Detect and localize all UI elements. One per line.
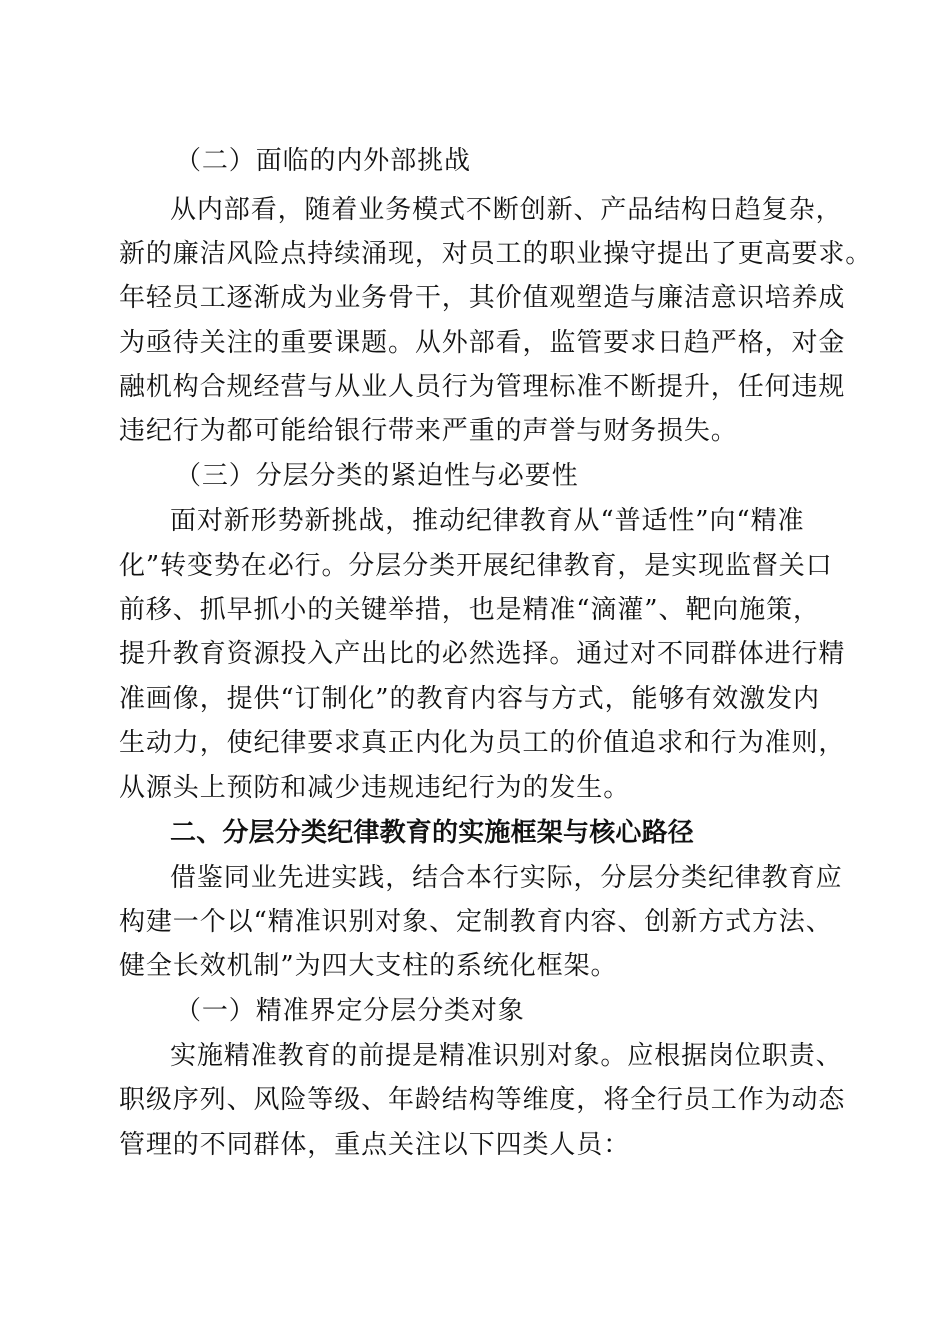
- section-heading: （二）面临的内外部挑战: [175, 146, 471, 176]
- paragraph-line: 生动力，使纪律要求真正内化为员工的价值追求和行为准则，: [119, 728, 846, 758]
- paragraph-line: 年轻员工逐渐成为业务骨干，其价值观塑造与廉洁意识培养成: [119, 283, 846, 313]
- section-heading: （三）分层分类的紧迫性与必要性: [175, 461, 579, 491]
- paragraph-line: 准画像，提供“订制化”的教育内容与方式，能够有效激发内: [119, 684, 820, 714]
- paragraph-line: 融机构合规经营与从业人员行为管理标准不断提升，任何违规: [119, 372, 846, 402]
- paragraph-line: 化”转变势在必行。分层分类开展纪律教育，是实现监督关口: [119, 551, 833, 581]
- paragraph-line: 管理的不同群体，重点关注以下四类人员：: [119, 1130, 631, 1160]
- section-heading: （一）精准界定分层分类对象: [175, 996, 525, 1026]
- paragraph-line: 为亟待关注的重要课题。从外部看，监管要求日趋严格，对金: [119, 328, 846, 358]
- paragraph-line: 违纪行为都可能给银行带来严重的声誉与财务损失。: [119, 416, 738, 446]
- paragraph-line: 面对新形势新挑战，推动纪律教育从“普适性”向“精准: [170, 506, 805, 536]
- paragraph-line: 从内部看，随着业务模式不断创新、产品结构日趋复杂，: [170, 195, 843, 225]
- paragraph-line: 新的廉洁风险点持续涌现，对员工的职业操守提出了更高要求。: [119, 239, 873, 269]
- paragraph-line: 从源头上预防和减少违规违纪行为的发生。: [119, 773, 631, 803]
- paragraph-line: 前移、抓早抓小的关键举措，也是精准“滴灌”、靶向施策，: [119, 595, 820, 625]
- paragraph-line: 职级序列、风险等级、年龄结构等维度，将全行员工作为动态: [119, 1085, 846, 1115]
- paragraph-line: 提升教育资源投入产出比的必然选择。通过对不同群体进行精: [119, 639, 846, 669]
- paragraph-line: 借鉴同业先进实践，结合本行实际，分层分类纪律教育应: [170, 863, 843, 893]
- chapter-heading: 二、分层分类纪律教育的实施框架与核心路径: [170, 818, 695, 848]
- paragraph-line: 构建一个以“精准识别对象、定制教育内容、创新方式方法、: [119, 907, 833, 937]
- paragraph-line: 健全长效机制”为四大支柱的系统化框架。: [119, 951, 618, 981]
- paragraph-line: 实施精准教育的前提是精准识别对象。应根据岗位职责、: [170, 1041, 843, 1071]
